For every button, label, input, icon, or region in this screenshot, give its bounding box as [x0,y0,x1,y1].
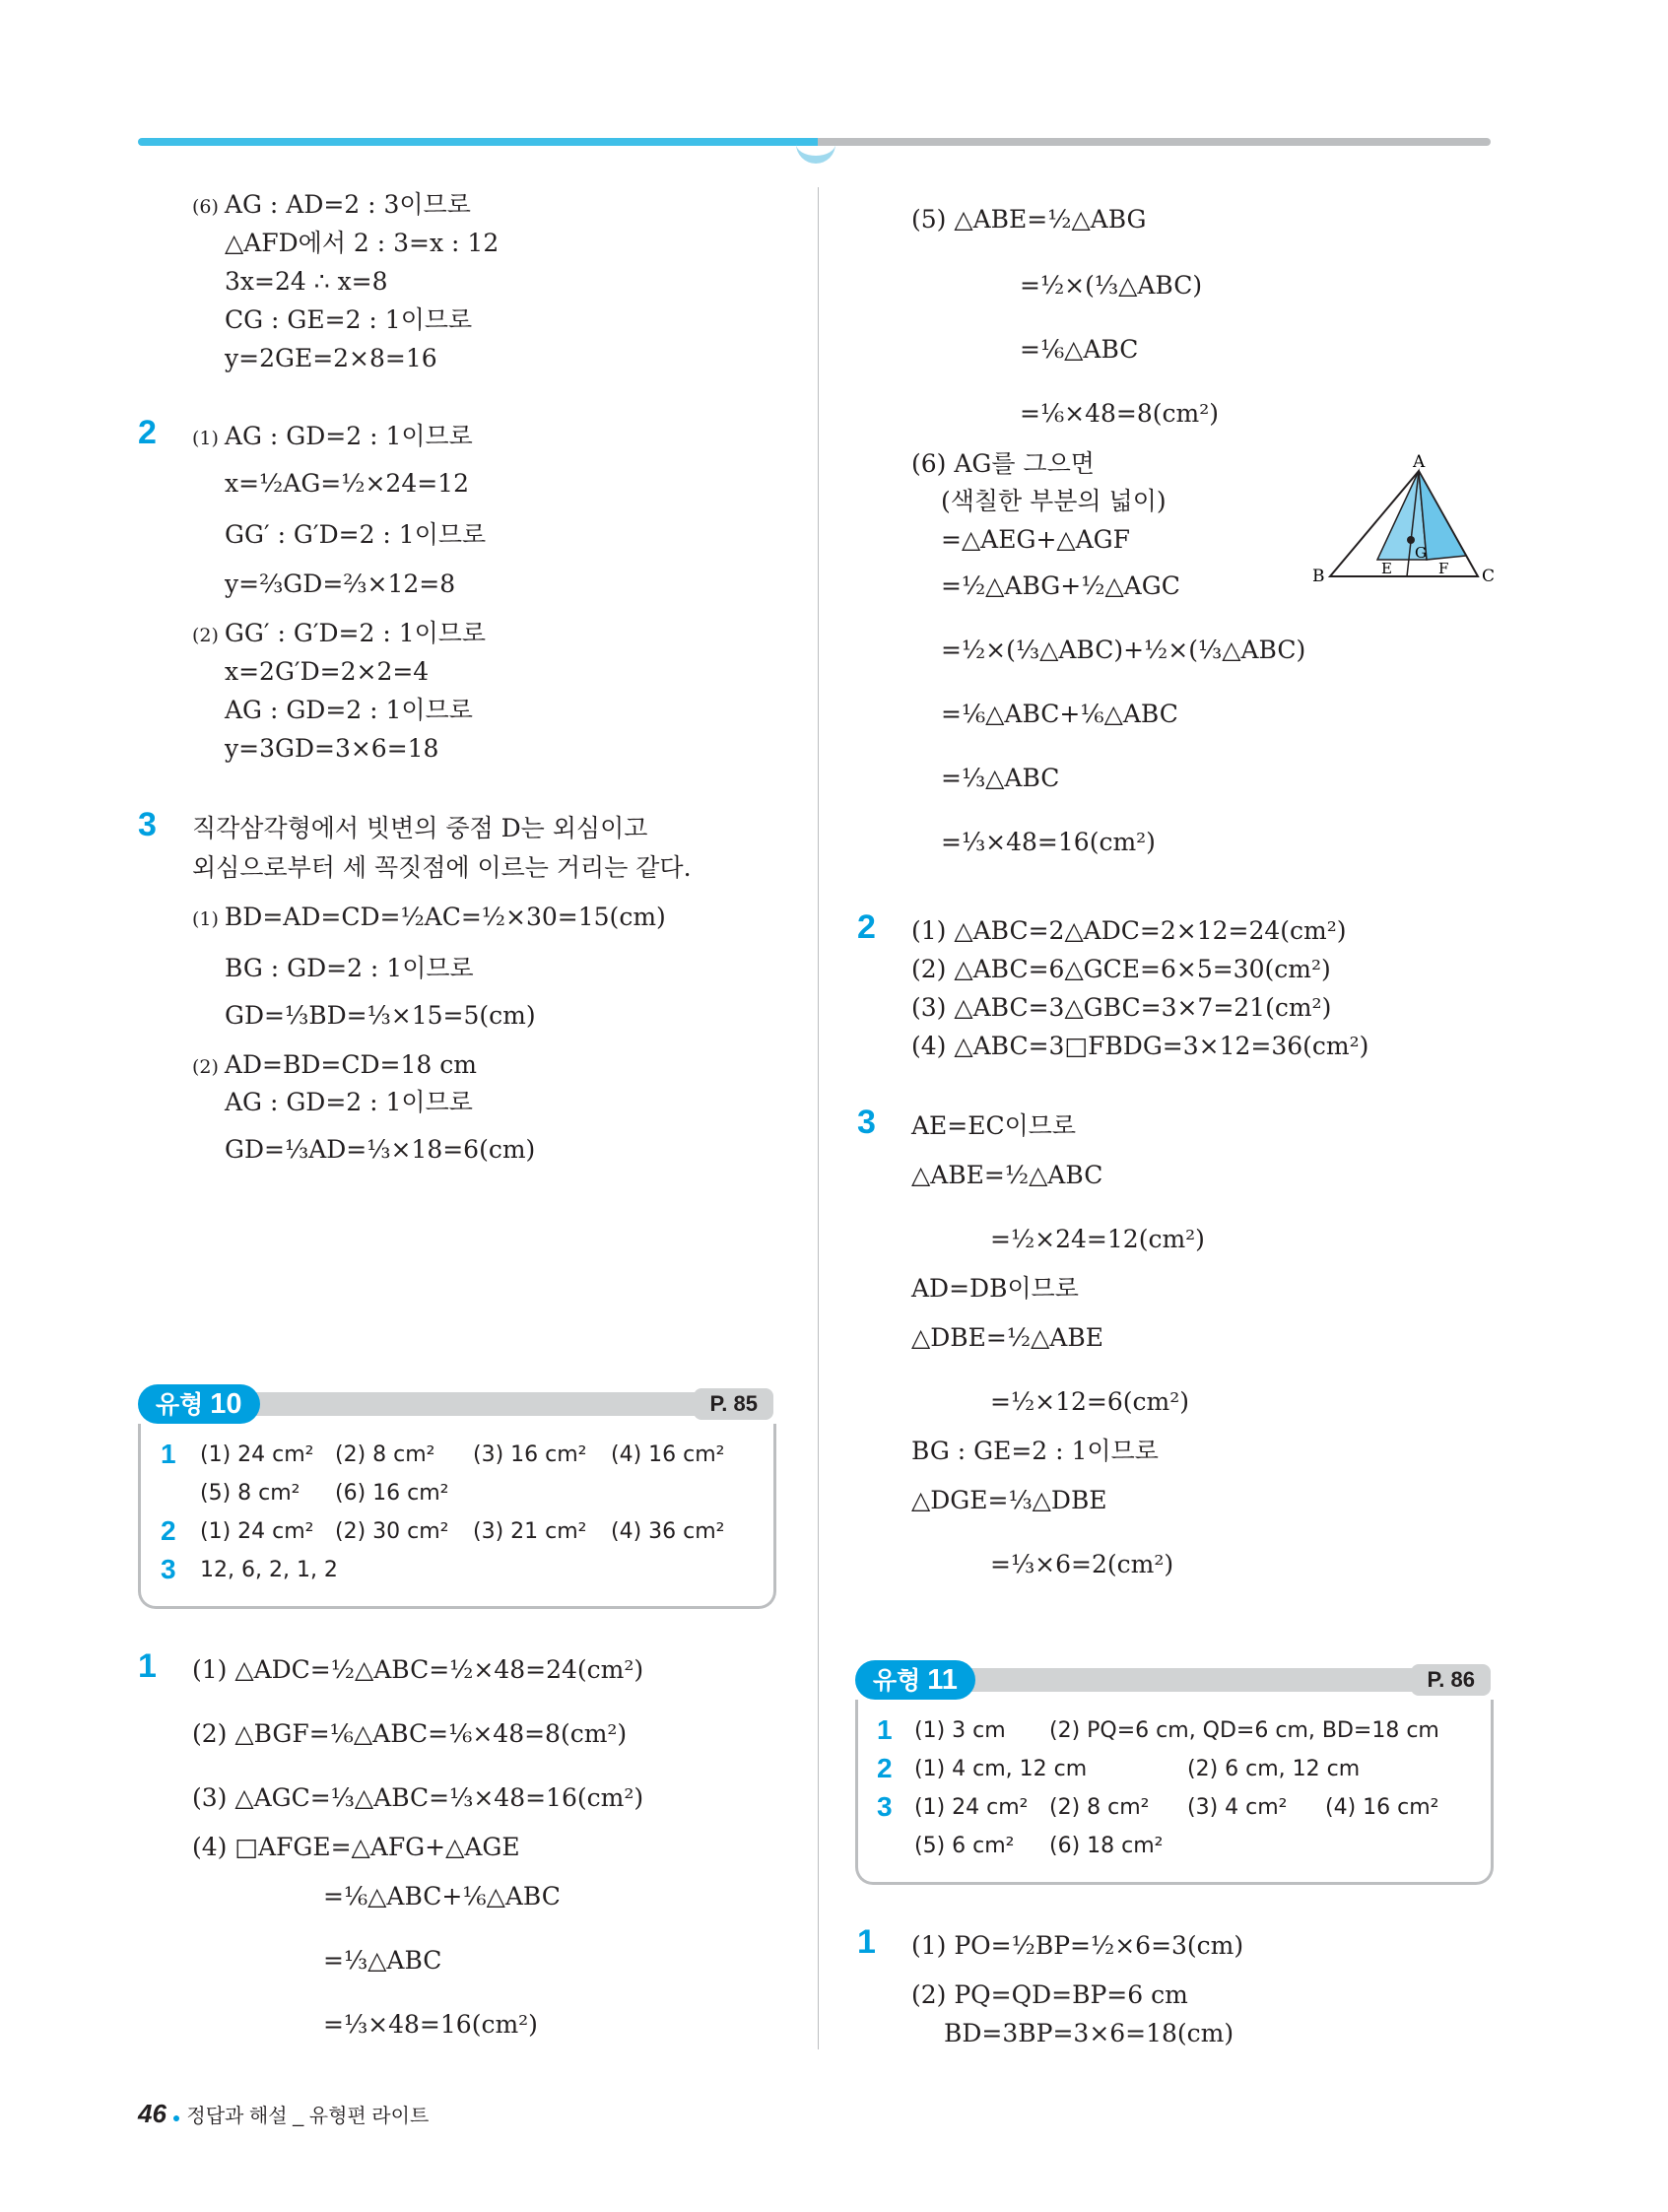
r-p5-line-4: =⅙×48=8(cm²) [1020,399,1220,428]
sol1-line-3: (3) △AGC=⅓△ABC=⅓×48=16(cm²) [192,1783,644,1812]
type10-row3-item1: (1) 24 cm² [200,1519,314,1544]
r-sol1-line-1: (1) PO=½BP=½×6=3(cm) [911,1931,1244,1960]
r-q3-line-3: =½×24=12(cm²) [990,1225,1205,1253]
q2-p2-line-2: x=2G′D=2×2=4 [225,657,430,686]
type10-row1-item3: (3) 16 cm² [473,1442,587,1467]
type11-row4-item2: (6) 18 cm² [1049,1834,1164,1858]
point-f-label: F [1438,560,1449,577]
left-p6-line-3: 3x=24 ∴ x=8 [225,267,388,296]
r-sol1-line-2: (2) PQ=QD=BP=6 cm [911,1980,1188,2009]
r-p6-line-8: =⅓×48=16(cm²) [941,828,1156,856]
type11-row1-num: 1 [877,1714,893,1745]
type10-row3-num: 2 [161,1515,176,1546]
left-p6-line-1: (6) AG : AD=2 : 3이므로 [192,190,471,219]
q3-p2-line-1: (2) AD=BD=CD=18 cm [192,1050,477,1079]
r-q3-line-4: AD=DB이므로 [911,1274,1079,1303]
centroid-dot [1407,536,1415,544]
type10-row1-num: 1 [161,1439,176,1469]
footer-title: 정답과 해설 _ 유형편 라이트 [186,2106,430,2127]
right-solution-1-number: 1 [857,1923,876,1961]
vertex-a-label: A [1413,453,1426,472]
type10-tag: 유형 10 [138,1384,260,1424]
r-q3-line-1: AE=EC이므로 [911,1111,1077,1140]
r-p5-line-3: =⅙△ABC [1020,335,1139,364]
r-p6-line-1: (6) AG를 그으면 [911,449,1095,478]
type11-row3-item2: (2) 8 cm² [1049,1795,1150,1820]
q3-p2-line-2: AG : GD=2 : 1이므로 [225,1088,473,1116]
vertex-b-label: B [1312,567,1325,586]
type11-row1-item1: (1) 3 cm [914,1718,1006,1743]
column-divider [818,187,819,2049]
type10-row1-item4: (4) 16 cm² [611,1442,725,1467]
type11-row1-item2: (2) PQ=6 cm, QD=6 cm, BD=18 cm [1049,1718,1439,1743]
r-q3-line-6: =½×12=6(cm²) [990,1387,1190,1416]
r-p6-line-7: =⅓△ABC [941,764,1060,792]
type10-row2-item2: (6) 16 cm² [335,1481,449,1506]
sol1-line-5: =⅙△ABC+⅙△ABC [323,1882,561,1910]
page-footer [138,2099,429,2129]
type10-row3-item2: (2) 30 cm² [335,1519,449,1544]
type10-row4-item1: 12, 6, 2, 1, 2 [200,1558,338,1582]
type11-banner [855,1660,1491,1700]
type10-row3-item3: (3) 21 cm² [473,1519,587,1544]
r-q3-line-8: △DGE=⅓△DBE [911,1486,1107,1514]
r-p6-line-6: =⅙△ABC+⅙△ABC [941,700,1178,728]
solution-1-number: 1 [138,1647,157,1685]
type11-row4-item1: (5) 6 cm² [914,1834,1015,1858]
q3-p1-line-2: BG : GD=2 : 1이므로 [225,954,474,982]
page-number: 46 [138,2099,167,2128]
type11-row3-item4: (4) 16 cm² [1325,1795,1439,1820]
type11-row3-num: 3 [877,1791,893,1822]
q2-p1-line-2: x=½AG=½×24=12 [225,469,469,498]
sol1-line-1: (1) △ADC=½△ABC=½×48=24(cm²) [192,1655,644,1684]
type11-row3-item1: (1) 24 cm² [914,1795,1029,1820]
type11-page-ref: P. 86 [1411,1664,1491,1696]
r-p6-line-4: =½△ABG+½△AGC [941,571,1180,600]
q3-intro-line-2: 외심으로부터 세 꼭짓점에 이르는 거리는 같다. [192,853,692,882]
r-p6-line-3: =△AEG+△AGF [941,525,1130,554]
type11-row2-item2: (2) 6 cm, 12 cm [1187,1757,1361,1781]
r-p6-line-2: (색칠한 부분의 넓이) [941,487,1167,515]
r-q3-line-2: △ABE=½△ABC [911,1161,1103,1189]
q2-p2-line-1: (2) GG′ : G′D=2 : 1이므로 [192,619,487,647]
sol1-line-2: (2) △BGF=⅙△ABC=⅙×48=8(cm²) [192,1719,628,1748]
header-bar-right [818,138,1491,146]
type10-row3-item4: (4) 36 cm² [611,1519,725,1544]
type11-tag: 유형 11 [855,1660,975,1700]
sol1-line-7: =⅓×48=16(cm²) [323,2010,538,2039]
type11-row3-item3: (3) 4 cm² [1187,1795,1288,1820]
left-p6-line-2: △AFD에서 2 : 3=x : 12 [225,229,500,257]
type11-bar [914,1668,1491,1692]
type10-bar [197,1392,773,1416]
left-p6-line-5: y=2GE=2×8=16 [225,344,437,372]
type10-row2-item1: (5) 8 cm² [200,1481,300,1506]
question-3-number: 3 [138,806,157,843]
left-p6-line-4: CG : GE=2 : 1이므로 [225,305,473,334]
r-q2-line-2: (2) △ABC=6△GCE=6×5=30(cm²) [911,955,1331,983]
r-p5-line-1: (5) △ABE=½△ABG [911,205,1147,234]
triangle-figure [1310,453,1498,586]
right-question-2-number: 2 [857,908,876,946]
point-g-label: G [1415,544,1427,562]
sol1-line-6: =⅓△ABC [323,1946,442,1975]
q2-p2-line-3: AG : GD=2 : 1이므로 [225,696,473,724]
q2-p2-line-4: y=3GD=3×6=18 [225,734,439,763]
type10-row4-num: 3 [161,1554,176,1584]
vertex-c-label: C [1482,567,1496,586]
type10-page-ref: P. 85 [694,1388,773,1420]
r-q3-line-9: =⅓×6=2(cm²) [990,1550,1174,1578]
r-q3-line-5: △DBE=½△ABE [911,1323,1103,1352]
sol1-line-4: (4) □AFGE=△AFG+△AGE [192,1833,520,1861]
right-question-3-number: 3 [857,1104,876,1141]
type10-row1-item1: (1) 24 cm² [200,1442,314,1467]
r-p6-line-5: =½×(⅓△ABC)+½×(⅓△ABC) [941,636,1306,664]
type11-row2-item1: (1) 4 cm, 12 cm [914,1757,1088,1781]
type11-row2-num: 2 [877,1753,893,1783]
point-e-label: E [1381,560,1392,577]
q2-p1-line-4: y=⅔GD=⅔×12=8 [225,570,456,598]
type10-banner [138,1384,773,1424]
r-q2-line-4: (4) △ABC=3□FBDG=3×12=36(cm²) [911,1032,1369,1060]
q3-intro-line-1: 직각삼각형에서 빗변의 중점 D는 외심이고 [192,814,648,842]
r-sol1-line-3: BD=3BP=3×6=18(cm) [944,2019,1234,2047]
q3-p1-line-3: GD=⅓BD=⅓×15=5(cm) [225,1001,536,1030]
q2-p1-line-3: GG′ : G′D=2 : 1이므로 [225,520,487,549]
r-q2-line-3: (3) △ABC=3△GBC=3×7=21(cm²) [911,993,1332,1022]
header-bar-left [138,138,818,146]
q2-p1-line-1: (1) AG : GD=2 : 1이므로 [192,422,473,450]
q3-p2-line-3: GD=⅓AD=⅓×18=6(cm) [225,1135,536,1164]
r-q2-line-1: (1) △ABC=2△ADC=2×12=24(cm²) [911,916,1347,945]
q3-p1-line-1: (1) BD=AD=CD=½AC=½×30=15(cm) [192,903,666,931]
question-2-number: 2 [138,414,157,451]
r-q3-line-7: BG : GE=2 : 1이므로 [911,1437,1159,1465]
r-p5-line-2: =½×(⅓△ABC) [1020,271,1203,300]
footer-dot-icon: ● [171,2109,181,2125]
type10-row1-item2: (2) 8 cm² [335,1442,435,1467]
